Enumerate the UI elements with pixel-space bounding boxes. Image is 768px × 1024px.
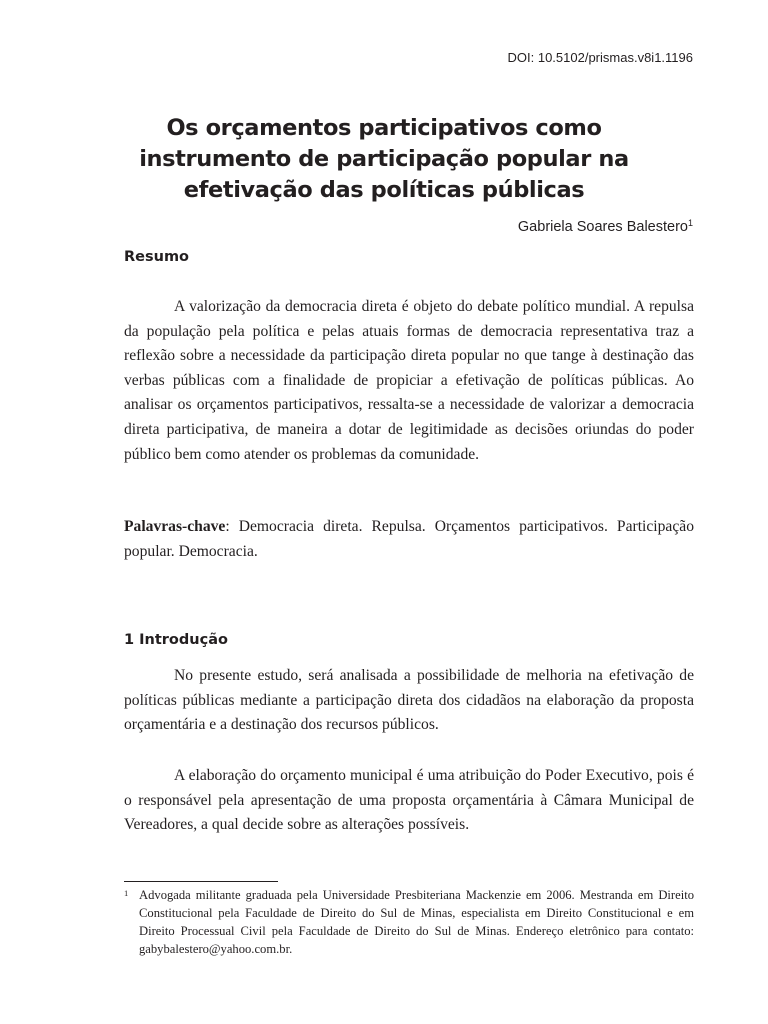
footnote-text: Advogada militante graduada pela Universidade Presbiteriana Mackenzie em 2006. Mestranda em Direito Constitucional pela Faculdade de Direito do Sul de Minas, especialista em Direito Constitucional e em Direito Processual Civil pela Faculdade de Direito do Sul de Minas. Endereço eletrônico para contato: gabybalestero@yahoo.com.br.: [139, 888, 694, 956]
author-line: [518, 219, 693, 235]
introduction-paragraph-1: No presente estudo, será analisada a possibilidade de melhoria na efetivação de políticas públicas mediante a participação direta dos cidadãos na elaboração da proposta orçamentária e a destinação dos recursos públicos.: [124, 667, 694, 734]
article-title: Os orçamentos participativos como instrumento de participação popular na efetivação das políticas públicas: [139, 115, 629, 203]
footnote-divider: [124, 881, 278, 882]
doi-label: DOI: 10.5102/prismas.v8i1.1196: [507, 50, 693, 65]
author-footnote-mark[interactable]: 1: [687, 218, 693, 228]
author-name: Gabriela Soares Balestero: [517, 219, 688, 235]
keywords-label: Palavras-chave: [124, 518, 226, 535]
keywords-text: : Democracia direta. Repulsa. Orçamentos participativos. Participação popular. Democracia.: [124, 518, 694, 560]
footnote-mark: 1: [124, 888, 129, 898]
introduction-paragraph-2: A elaboração do orçamento municipal é uma atribuição do Poder Executivo, pois é o responsável pela apresentação de uma proposta orçamentária à Câmara Municipal de Vereadores, a qual decide sobre as alterações possíveis.: [124, 767, 694, 834]
abstract-text: A valorização da democracia direta é objeto do debate político mundial. A repulsa da população pela política e pelas atuais formas de democracia representativa traz a reflexão sobre a necessidade da participação direta popular no que tange à destinação das verbas públicas com a finalidade de propiciar a efetivação de políticas públicas. Ao analisar os orçamentos participativos, ressalta-se a necessidade de valorizar a democracia direta participativa, de maneira a dotar de legitimidade as decisões oriundas do poder público bem como atender os problemas da comunidade.: [124, 298, 694, 463]
keywords-paragraph: [124, 515, 694, 564]
introduction-heading: 1 Introdução: [124, 632, 228, 648]
abstract-heading: Resumo: [124, 249, 190, 265]
footnote: [124, 886, 694, 958]
